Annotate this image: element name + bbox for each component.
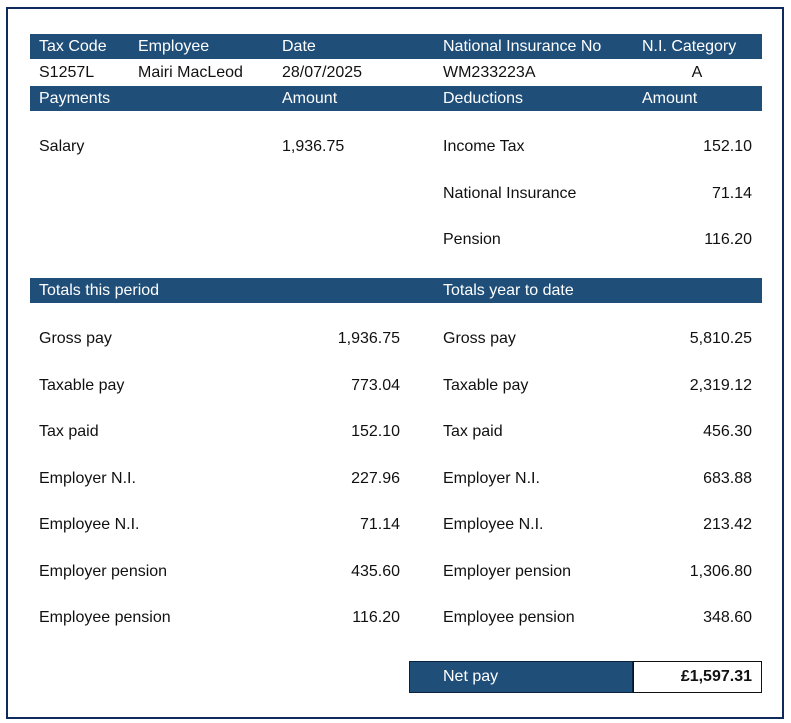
row-label: Employer N.I. xyxy=(39,469,136,487)
row-amount: 2,319.12 xyxy=(689,376,752,394)
row-amount: 683.88 xyxy=(703,469,752,487)
row-label: Gross pay xyxy=(443,330,516,347)
row-label: Income Tax xyxy=(443,138,525,155)
row-amount: 773.04 xyxy=(351,376,400,394)
tax-code-value: S1257L xyxy=(39,64,95,81)
deductions-amount-heading: Amount xyxy=(642,90,698,107)
row-amount: 435.60 xyxy=(351,562,400,580)
ni-number-label: National Insurance No xyxy=(443,38,602,55)
date-label: Date xyxy=(282,38,316,55)
row-amount: 213.42 xyxy=(703,516,752,533)
row-amount: 71.14 xyxy=(359,516,400,533)
row-amount: 456.30 xyxy=(703,423,752,440)
row-label: Employer pension xyxy=(39,562,168,580)
row-label: Employee N.I. xyxy=(39,516,140,533)
row-amount: 1,306.80 xyxy=(689,562,752,580)
row-amount: 227.96 xyxy=(351,469,400,487)
payments-amount-heading: Amount xyxy=(282,90,338,107)
totals-ytd-heading: Totals year to date xyxy=(443,282,574,299)
row-label: Taxable pay xyxy=(443,376,529,394)
row-amount: 152.10 xyxy=(351,423,400,440)
ni-category-value: A xyxy=(691,64,703,81)
net-pay-value: £1,597.31 xyxy=(680,668,752,685)
row-label: Salary xyxy=(39,138,85,155)
net-pay-label: Net pay xyxy=(443,668,499,685)
deductions-heading: Deductions xyxy=(443,90,524,107)
row-label: Employer N.I. xyxy=(443,469,540,487)
row-amount: 116.20 xyxy=(704,231,752,248)
ni-number-value: WM233223A xyxy=(443,64,536,81)
row-amount: 116.20 xyxy=(352,609,400,626)
row-amount: 1,936.75 xyxy=(282,138,345,155)
row-amount: 348.60 xyxy=(703,609,752,626)
row-label: Tax paid xyxy=(443,423,503,440)
row-label: National Insurance xyxy=(443,184,577,202)
row-label: Taxable pay xyxy=(39,376,125,394)
ni-category-label: N.I. Category xyxy=(642,38,737,55)
row-amount: 5,810.25 xyxy=(689,330,752,347)
row-label: Employee N.I. xyxy=(443,516,544,533)
employee-label: Employee xyxy=(138,38,210,55)
row-amount: 1,936.75 xyxy=(337,330,400,347)
date-value: 28/07/2025 xyxy=(282,64,363,81)
row-amount: 152.10 xyxy=(703,138,752,155)
totals-period-heading: Totals this period xyxy=(39,282,160,299)
employee-value: Mairi MacLeod xyxy=(138,64,243,81)
row-label: Employee pension xyxy=(39,609,171,626)
row-label: Employee pension xyxy=(443,609,575,626)
row-amount: 71.14 xyxy=(711,184,752,202)
row-label: Tax paid xyxy=(39,423,99,440)
tax-code-label: Tax Code xyxy=(39,38,107,55)
row-label: Gross pay xyxy=(39,330,112,347)
payments-heading: Payments xyxy=(39,90,111,107)
row-label: Employer pension xyxy=(443,562,572,580)
row-label: Pension xyxy=(443,231,501,248)
